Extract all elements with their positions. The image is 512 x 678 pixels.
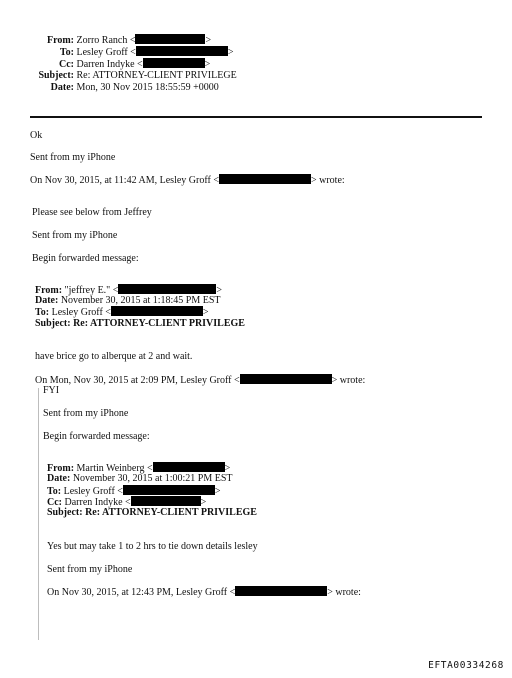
header-cc-value: Darren Indyke < — [76, 59, 143, 70]
signature: Sent from my iPhone — [30, 152, 116, 163]
forwarded-message-intro: Begin forwarded message: — [43, 431, 150, 442]
fwd2-subject-label: Subject: — [47, 507, 83, 518]
fwd2-cc-label: Cc: — [47, 497, 62, 508]
quote-attribution-suffix: > wrote: — [327, 587, 361, 598]
quote-attribution-prefix: On Mon, Nov 30, 2015 at 2:09 PM, Lesley Groff < — [35, 375, 240, 386]
close-bracket: > — [216, 285, 223, 296]
fwd2-from-value: Martin Weinberg < — [76, 463, 153, 474]
header-cc-label: Cc: — [59, 59, 74, 70]
header-subject-value: Re: ATTORNEY-CLIENT PRIVILEGE — [76, 70, 237, 81]
close-bracket: > — [202, 307, 209, 318]
header-date-row — [20, 82, 219, 94]
close-bracket: > — [200, 497, 207, 508]
close-bracket: > — [204, 59, 211, 70]
quote-attribution — [30, 174, 345, 187]
close-bracket: > — [214, 486, 221, 497]
forwarded-message-text: have brice go to alberque at 2 and wait. — [35, 351, 193, 362]
quote-attribution — [35, 374, 365, 387]
fwd1-to-value: Lesley Groff < — [51, 307, 111, 318]
fwd2-date-value: November 30, 2015 at 1:00:21 PM EST — [72, 473, 233, 484]
fwd2-subject-value: Re: ATTORNEY-CLIENT PRIVILEGE — [85, 507, 257, 518]
fwd2-to-value: Lesley Groff < — [63, 486, 123, 497]
fwd1-date-label: Date: — [35, 295, 59, 306]
quote-attribution-suffix: > wrote: — [331, 375, 366, 386]
quote-attribution-prefix: On Nov 30, 2015, at 12:43 PM, Lesley Groff < — [47, 587, 236, 598]
signature: Sent from my iPhone — [32, 230, 118, 241]
redaction-bar — [235, 586, 327, 596]
fwd2-to-label: To: — [47, 486, 62, 497]
forwarded-message-text: Yes but may take 1 to 2 hrs to tie down details lesley — [47, 541, 258, 552]
redaction-bar — [143, 58, 205, 68]
redaction-bar — [136, 46, 228, 56]
header-to-label: To: — [59, 47, 74, 58]
close-bracket: > — [224, 463, 231, 474]
quote-indent-bar — [38, 388, 39, 640]
fwd1-to-label: To: — [35, 307, 50, 318]
fwd2-cc-value: Darren Indyke < — [64, 497, 131, 508]
close-bracket: > — [227, 47, 234, 58]
fwd1-subject-row — [35, 318, 245, 330]
header-divider — [30, 116, 482, 118]
quoted-message-text: Please see below from Jeffrey — [32, 207, 152, 218]
redaction-bar — [118, 284, 216, 294]
redaction-bar — [131, 496, 201, 506]
close-bracket: > — [205, 35, 212, 46]
quote-attribution-prefix: On Nov 30, 2015, at 11:42 AM, Lesley Groff < — [30, 175, 219, 186]
signature: Sent from my iPhone — [43, 408, 129, 419]
fwd1-subject-label: Subject: — [35, 318, 71, 329]
fwd2-subject-row — [47, 507, 257, 519]
redaction-bar — [111, 306, 203, 316]
fwd1-date-value: November 30, 2015 at 1:18:45 PM EST — [60, 295, 221, 306]
header-from-value: Zorro Ranch < — [76, 35, 136, 46]
fwd1-subject-value: Re: ATTORNEY-CLIENT PRIVILEGE — [73, 318, 245, 329]
fwd1-from-value: "jeffrey E." < — [64, 285, 119, 296]
header-subject-label: Subject: — [38, 70, 74, 81]
forwarded-message-intro: Begin forwarded message: — [32, 253, 139, 264]
quote-attribution — [47, 586, 361, 599]
redaction-bar — [240, 374, 332, 384]
redaction-bar — [135, 34, 205, 44]
quote-attribution-suffix: > wrote: — [310, 175, 345, 186]
reply-text: Ok — [30, 130, 43, 141]
bates-number: EFTA00334268 — [428, 660, 504, 671]
header-to-value: Lesley Groff < — [76, 47, 136, 58]
header-subject-row — [20, 70, 237, 82]
fwd2-date-row — [47, 473, 233, 485]
fwd1-from-label: From: — [35, 285, 63, 296]
redaction-bar — [123, 485, 215, 495]
signature: Sent from my iPhone — [47, 564, 133, 575]
fwd2-date-label: Date: — [47, 473, 71, 484]
nested-text-fyi: FYI — [43, 385, 60, 396]
redaction-bar — [153, 462, 225, 472]
header-from-label: From: — [46, 35, 74, 46]
header-date-value: Mon, 30 Nov 2015 18:55:59 +0000 — [76, 82, 219, 93]
redaction-bar — [219, 174, 311, 184]
fwd2-from-label: From: — [47, 463, 75, 474]
header-date-label: Date: — [50, 82, 74, 93]
